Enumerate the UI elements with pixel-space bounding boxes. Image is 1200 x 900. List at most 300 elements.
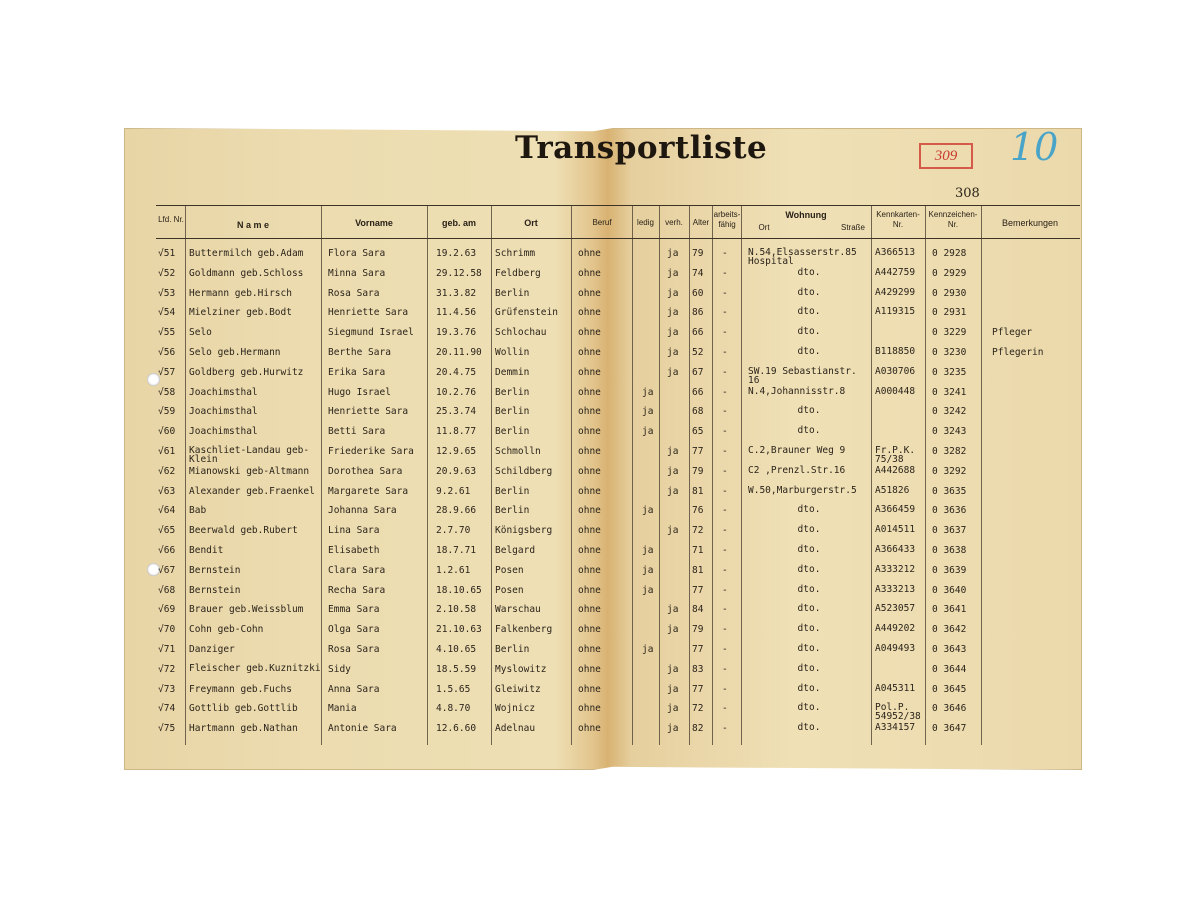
- cell-arbeitsfaehig: -: [722, 426, 728, 438]
- cell-arbeitsfaehig: -: [722, 525, 728, 537]
- cell-vorname: Flora Sara: [328, 248, 386, 259]
- cell-kennzeichen-nr: 0 3242: [932, 406, 967, 418]
- cell-name: Mielziner geb.Bodt: [189, 307, 292, 319]
- cell-beruf: ohne: [578, 485, 601, 497]
- cell-ort: Gleiwitz: [495, 683, 541, 695]
- cell-beruf: ohne: [578, 307, 601, 319]
- cell-verh: ja: [667, 663, 679, 675]
- row-number: √62: [158, 465, 176, 477]
- cell-vorname: Elisabeth: [328, 545, 380, 556]
- cell-geb-am: 1.2.61: [436, 564, 471, 576]
- cell-verh: ja: [667, 485, 679, 497]
- cell-verh: ja: [667, 327, 679, 339]
- cell-alter: 77: [692, 683, 704, 695]
- header-wohnung: Wohnung: [785, 210, 827, 220]
- cell-ort: Posen: [495, 564, 524, 576]
- cell-alter: 76: [692, 505, 704, 517]
- cell-verh: ja: [667, 267, 679, 279]
- cell-kennkarten-nr: Pol.P. 54952/38: [875, 702, 921, 723]
- cell-ledig: ja: [642, 545, 654, 556]
- cell-arbeitsfaehig: -: [722, 624, 728, 636]
- cell-vorname: Minna Sara: [328, 267, 386, 279]
- cell-verh: ja: [667, 683, 679, 695]
- cell-arbeitsfaehig: -: [722, 505, 728, 517]
- row-number: √72: [158, 663, 176, 675]
- cell-alter: 79: [692, 465, 704, 477]
- row-number: √74: [158, 703, 176, 715]
- cell-verh: ja: [667, 446, 679, 457]
- cell-kennzeichen-nr: 0 3235: [932, 366, 967, 378]
- cell-name: Bernstein: [189, 564, 241, 576]
- cell-name: Selo: [189, 327, 212, 339]
- cell-arbeitsfaehig: -: [722, 307, 728, 319]
- cell-arbeitsfaehig: -: [722, 703, 728, 715]
- cell-kennzeichen-nr: 0 3292: [932, 465, 967, 477]
- cell-kennkarten-nr: A333213: [875, 583, 916, 595]
- row-number: √52: [158, 267, 176, 279]
- cell-name: Alexander geb.Fraenkel: [189, 485, 315, 497]
- cell-kennzeichen-nr: 0 2930: [932, 287, 967, 299]
- cell-verh: ja: [667, 525, 679, 537]
- cell-ledig: ja: [642, 644, 654, 655]
- column-rule: [427, 205, 428, 745]
- cell-name: Cohn geb-Cohn: [189, 624, 264, 636]
- cell-ort: Berlin: [495, 287, 530, 299]
- cell-ort: Falkenberg: [495, 624, 553, 636]
- row-number: √55: [158, 327, 176, 339]
- cell-name: Joachimsthal: [189, 406, 258, 418]
- row-number: √63: [158, 485, 176, 497]
- cell-kennkarten-nr: A429299: [875, 286, 916, 298]
- cell-kennkarten-nr: A442688: [875, 464, 916, 476]
- cell-vorname: Olga Sara: [328, 624, 380, 636]
- cell-vorname: Hugo Israel: [328, 386, 391, 398]
- cell-beruf: ohne: [578, 426, 601, 438]
- cell-kennzeichen-nr: 0 3241: [932, 386, 967, 398]
- column-rule: [689, 205, 690, 745]
- header-beruf: Beruf: [592, 218, 612, 227]
- cell-kennzeichen-nr: 0 2928: [932, 248, 967, 259]
- cell-verh: ja: [667, 287, 679, 299]
- cell-kennzeichen-nr: 0 3641: [932, 604, 967, 616]
- cell-wohnung: dto.: [797, 266, 821, 278]
- cell-wohnung: dto.: [797, 326, 821, 338]
- cell-kennkarten-nr: A045311: [875, 682, 916, 694]
- cell-name: Brauer geb.Weissblum: [189, 604, 304, 616]
- row-number: √51: [158, 248, 176, 259]
- row-number: √58: [158, 386, 176, 398]
- header-ort: Ort: [524, 218, 538, 228]
- header-name: N a m e: [236, 220, 269, 230]
- cell-vorname: Lina Sara: [328, 525, 380, 537]
- cell-wohnung: dto.: [797, 306, 821, 318]
- cell-alter: 79: [692, 624, 704, 636]
- header-vorname: Vorname: [355, 218, 393, 228]
- cell-beruf: ohne: [578, 386, 601, 398]
- page-number: 308: [955, 186, 980, 201]
- cell-alter: 65: [692, 426, 704, 438]
- cell-bemerkungen: Pflegerin: [992, 347, 1044, 358]
- column-rule: [571, 205, 572, 745]
- cell-alter: 81: [692, 564, 704, 576]
- cell-vorname: Siegmund Israel: [328, 327, 414, 339]
- cell-wohnung: dto.: [797, 662, 821, 674]
- cell-vorname: Anna Sara: [328, 683, 380, 695]
- cell-wohnung: dto.: [797, 722, 821, 734]
- cell-wohnung: C.2,Brauner Weg 9: [748, 445, 846, 456]
- cell-geb-am: 28.9.66: [436, 505, 477, 517]
- cell-beruf: ohne: [578, 663, 601, 675]
- cell-verh: ja: [667, 347, 679, 358]
- cell-wohnung: dto.: [797, 702, 821, 714]
- cell-ort: Berlin: [495, 386, 530, 398]
- cell-arbeitsfaehig: -: [722, 327, 728, 339]
- cell-arbeitsfaehig: -: [722, 386, 728, 398]
- row-number: √68: [158, 584, 176, 596]
- cell-name: Bab: [189, 505, 207, 517]
- cell-vorname: Betti Sara: [328, 426, 386, 438]
- cell-arbeitsfaehig: -: [722, 248, 728, 259]
- cell-alter: 84: [692, 604, 704, 616]
- cell-kennzeichen-nr: 0 3644: [932, 663, 967, 675]
- row-number: √69: [158, 604, 176, 616]
- cell-ort: Wollin: [495, 347, 530, 358]
- cell-beruf: ohne: [578, 327, 601, 339]
- cell-geb-am: 31.3.82: [436, 287, 477, 299]
- cell-arbeitsfaehig: -: [722, 366, 728, 378]
- cell-name: Goldmann geb.Schloss: [189, 267, 304, 279]
- cell-beruf: ohne: [578, 465, 601, 477]
- cell-alter: 83: [692, 663, 704, 675]
- cell-wohnung: dto.: [797, 346, 821, 357]
- cell-alter: 86: [692, 307, 704, 319]
- cell-ort: Schildberg: [495, 465, 553, 477]
- row-number: √66: [158, 545, 176, 556]
- cell-ledig: ja: [642, 564, 654, 576]
- cell-ort: Grüfenstein: [495, 307, 558, 319]
- cell-vorname: Henriette Sara: [328, 307, 409, 319]
- cell-beruf: ohne: [578, 683, 601, 695]
- cell-wohnung: N.4,Johannisstr.8: [748, 385, 846, 397]
- cell-kennzeichen-nr: 0 2931: [932, 307, 967, 319]
- cell-geb-am: 12.9.65: [436, 446, 477, 457]
- cell-name: Bendit: [189, 545, 224, 556]
- cell-alter: 79: [692, 248, 704, 259]
- header-arbeitsfaehig: arbeits- fähig: [713, 210, 741, 229]
- cell-arbeitsfaehig: -: [722, 465, 728, 477]
- cell-ort: Wojnicz: [495, 703, 536, 715]
- cell-arbeitsfaehig: -: [722, 564, 728, 576]
- cell-wohnung: dto.: [797, 286, 821, 298]
- cell-wohnung: dto.: [797, 643, 821, 654]
- cell-wohnung: SW.19 Sebastianstr. 16: [748, 365, 857, 386]
- cell-ort: Warschau: [495, 604, 541, 616]
- cell-geb-am: 18.7.71: [436, 545, 477, 556]
- cell-kennzeichen-nr: 0 3282: [932, 446, 967, 457]
- cell-beruf: ohne: [578, 624, 601, 636]
- cell-geb-am: 20.4.75: [436, 366, 477, 378]
- cell-alter: 77: [692, 446, 704, 457]
- cell-arbeitsfaehig: -: [722, 347, 728, 358]
- cell-kennzeichen-nr: 0 3645: [932, 683, 967, 695]
- cell-geb-am: 9.2.61: [436, 485, 471, 497]
- cell-vorname: Rosa Sara: [328, 644, 380, 655]
- cell-vorname: Erika Sara: [328, 366, 386, 378]
- cell-vorname: Rosa Sara: [328, 287, 380, 299]
- cell-geb-am: 25.3.74: [436, 406, 477, 418]
- cell-verh: ja: [667, 604, 679, 616]
- column-rule: [491, 205, 492, 745]
- cell-vorname: Berthe Sara: [328, 347, 391, 358]
- cell-name: Freymann geb.Fuchs: [189, 683, 292, 695]
- row-number: √60: [158, 426, 176, 438]
- cell-name: Bernstein: [189, 584, 241, 596]
- cell-kennzeichen-nr: 0 3636: [932, 505, 967, 517]
- cell-wohnung: dto.: [797, 504, 821, 516]
- cell-geb-am: 2.7.70: [436, 525, 471, 537]
- cell-verh: ja: [667, 366, 679, 378]
- cell-vorname: Mania: [328, 703, 357, 715]
- cell-beruf: ohne: [578, 604, 601, 616]
- cell-kennkarten-nr: A366513: [875, 247, 916, 258]
- row-number: √53: [158, 287, 176, 299]
- header-wohnung-strasse: Straße: [840, 223, 865, 232]
- cell-vorname: Dorothea Sara: [328, 465, 403, 477]
- row-number: √67: [158, 564, 176, 576]
- cell-beruf: ohne: [578, 505, 601, 517]
- cell-name: Joachimsthal: [189, 386, 258, 398]
- row-number: √61: [158, 446, 176, 457]
- cell-ort: Demmin: [495, 366, 530, 378]
- cell-ledig: ja: [642, 584, 654, 596]
- cell-arbeitsfaehig: -: [722, 406, 728, 418]
- cell-wohnung: N.54,Elsasserstr.85 Hospital: [748, 247, 857, 267]
- cell-name: Fleischer geb.Kuznitzki: [189, 662, 321, 674]
- header-lfd-nr: Lfd. Nr.: [158, 215, 184, 224]
- cell-verh: ja: [667, 624, 679, 636]
- cell-kennzeichen-nr: 0 3638: [932, 545, 967, 556]
- cell-verh: ja: [667, 465, 679, 477]
- cell-arbeitsfaehig: -: [722, 485, 728, 497]
- row-number: √65: [158, 525, 176, 537]
- row-number: √70: [158, 624, 176, 636]
- cell-beruf: ohne: [578, 644, 601, 655]
- cell-kennzeichen-nr: 0 3646: [932, 703, 967, 715]
- cell-beruf: ohne: [578, 703, 601, 715]
- cell-alter: 77: [692, 644, 704, 655]
- cell-alter: 66: [692, 327, 704, 339]
- cell-kennzeichen-nr: 0 3639: [932, 564, 967, 576]
- cell-kennkarten-nr: A449202: [875, 623, 916, 635]
- cell-alter: 74: [692, 267, 704, 279]
- cell-ort: Adelnau: [495, 723, 536, 735]
- cell-vorname: Recha Sara: [328, 584, 386, 596]
- header-bemerkungen: Bemerkungen: [1001, 218, 1059, 228]
- header-verh: verh.: [665, 218, 683, 227]
- cell-geb-am: 19.3.76: [436, 327, 477, 339]
- cell-arbeitsfaehig: -: [722, 723, 728, 735]
- column-rule: [321, 205, 322, 745]
- cell-beruf: ohne: [578, 267, 601, 279]
- cell-geb-am: 18.10.65: [436, 584, 482, 596]
- cell-alter: 66: [692, 386, 704, 398]
- row-number: √75: [158, 723, 176, 735]
- red-stamp-number: 309: [919, 143, 973, 169]
- cell-ort: Berlin: [495, 644, 530, 655]
- cell-vorname: Friederike Sara: [328, 446, 414, 457]
- cell-kennzeichen-nr: 0 3647: [932, 723, 967, 735]
- cell-ledig: ja: [642, 505, 654, 517]
- cell-vorname: Clara Sara: [328, 564, 386, 576]
- cell-arbeitsfaehig: -: [722, 644, 728, 655]
- table-top-rule: [156, 205, 1080, 206]
- cell-geb-am: 11.8.77: [436, 426, 477, 438]
- cell-kennkarten-nr: A014511: [875, 524, 916, 536]
- cell-ort: Myslowitz: [495, 663, 547, 675]
- cell-kennkarten-nr: A049493: [875, 643, 916, 654]
- cell-wohnung: dto.: [797, 405, 821, 417]
- cell-kennkarten-nr: B118850: [875, 346, 916, 357]
- cell-name: Beerwald geb.Rubert: [189, 525, 298, 537]
- cell-beruf: ohne: [578, 723, 601, 735]
- header-ledig: ledig: [637, 218, 654, 227]
- cell-kennkarten-nr: A334157: [875, 722, 916, 734]
- cell-arbeitsfaehig: -: [722, 584, 728, 596]
- cell-ledig: ja: [642, 426, 654, 438]
- cell-ort: Schlochau: [495, 327, 547, 339]
- column-rule: [925, 205, 926, 745]
- cell-arbeitsfaehig: -: [722, 545, 728, 556]
- cell-vorname: Margarete Sara: [328, 485, 409, 497]
- row-number: √59: [158, 406, 176, 418]
- cell-geb-am: 1.5.65: [436, 683, 471, 695]
- cell-alter: 82: [692, 723, 704, 735]
- cell-kennkarten-nr: A030706: [875, 365, 916, 377]
- cell-ort: Berlin: [495, 406, 530, 418]
- cell-beruf: ohne: [578, 406, 601, 418]
- cell-kennzeichen-nr: 0 3640: [932, 584, 967, 596]
- cell-ort: Feldberg: [495, 267, 541, 279]
- cell-ledig: ja: [642, 406, 654, 418]
- cell-alter: 81: [692, 485, 704, 497]
- column-rule: [632, 205, 633, 745]
- cell-geb-am: 11.4.56: [436, 307, 477, 319]
- cell-geb-am: 20.9.63: [436, 465, 477, 477]
- cell-beruf: ohne: [578, 287, 601, 299]
- cell-kennzeichen-nr: 0 2929: [932, 267, 967, 279]
- row-number: √71: [158, 644, 176, 655]
- cell-arbeitsfaehig: -: [722, 683, 728, 695]
- cell-geb-am: 4.8.70: [436, 703, 471, 715]
- cell-wohnung: W.50,Marburgerstr.5: [748, 484, 857, 496]
- cell-geb-am: 12.6.60: [436, 723, 477, 735]
- cell-wohnung: dto.: [797, 425, 821, 437]
- cell-beruf: ohne: [578, 584, 601, 596]
- cell-alter: 67: [692, 366, 704, 378]
- cell-arbeitsfaehig: -: [722, 287, 728, 299]
- cell-name: Selo geb.Hermann: [189, 347, 281, 358]
- cell-name: Joachimsthal: [189, 426, 258, 438]
- row-number: √57: [158, 366, 176, 378]
- cell-name: Danziger: [189, 644, 235, 655]
- cell-kennkarten-nr: A000448: [875, 385, 916, 397]
- cell-name: Buttermilch geb.Adam: [189, 248, 304, 259]
- cell-wohnung: dto.: [797, 563, 821, 575]
- cell-beruf: ohne: [578, 366, 601, 378]
- cell-beruf: ohne: [578, 347, 601, 358]
- column-rule: [981, 205, 982, 745]
- cell-beruf: ohne: [578, 564, 601, 576]
- cell-ledig: ja: [642, 386, 654, 398]
- cell-kennkarten-nr: A523057: [875, 603, 916, 615]
- cell-alter: 60: [692, 287, 704, 299]
- cell-geb-am: 19.2.63: [436, 248, 477, 259]
- column-rule: [871, 205, 872, 745]
- cell-ort: Königsberg: [495, 525, 553, 537]
- cell-beruf: ohne: [578, 525, 601, 537]
- cell-kennzeichen-nr: 0 3643: [932, 644, 967, 655]
- cell-kennzeichen-nr: 0 3637: [932, 525, 967, 537]
- cell-kennkarten-nr: A119315: [875, 306, 916, 318]
- cell-wohnung: dto.: [797, 623, 821, 635]
- cell-geb-am: 2.10.58: [436, 604, 477, 616]
- cell-verh: ja: [667, 723, 679, 735]
- cell-alter: 71: [692, 545, 704, 556]
- cell-kennzeichen-nr: 0 3635: [932, 485, 967, 497]
- cell-name: Mianowski geb-Altmann: [189, 465, 310, 477]
- cell-arbeitsfaehig: -: [722, 267, 728, 279]
- cell-ort: Berlin: [495, 426, 530, 438]
- cell-name: Hartmann geb.Nathan: [189, 723, 298, 735]
- cell-vorname: Johanna Sara: [328, 505, 397, 517]
- header-kennzeichen-nr: Kennzeichen- Nr.: [928, 210, 978, 229]
- cell-vorname: Emma Sara: [328, 604, 380, 616]
- cell-kennkarten-nr: A333212: [875, 563, 916, 575]
- cell-name: Hermann geb.Hirsch: [189, 287, 292, 299]
- header-wohnung-ort: Ort: [758, 223, 770, 232]
- table-header-rule: [156, 238, 1080, 239]
- cell-ort: Schrimm: [495, 248, 536, 259]
- cell-verh: ja: [667, 703, 679, 715]
- column-rule: [712, 205, 713, 745]
- column-rule: [185, 205, 186, 745]
- header-geb-am: geb. am: [441, 218, 476, 228]
- cell-wohnung: dto.: [797, 682, 821, 694]
- cell-alter: 52: [692, 347, 704, 358]
- header-kennkarten-nr: Kennkarten- Nr.: [876, 210, 920, 229]
- page-title: Transportliste: [515, 130, 768, 166]
- cell-beruf: ohne: [578, 446, 601, 457]
- cell-name: Goldberg geb.Hurwitz: [189, 366, 304, 378]
- column-rule: [659, 205, 660, 745]
- cell-bemerkungen: Pfleger: [992, 327, 1033, 339]
- cell-kennkarten-nr: A51826: [875, 484, 910, 496]
- cell-alter: 72: [692, 525, 704, 537]
- cell-geb-am: 29.12.58: [436, 267, 482, 279]
- cell-kennkarten-nr: A366433: [875, 544, 916, 555]
- cell-geb-am: 21.10.63: [436, 624, 482, 636]
- cell-wohnung: dto.: [797, 603, 821, 615]
- row-number: √54: [158, 307, 176, 319]
- cell-alter: 77: [692, 584, 704, 596]
- cell-ort: Belgard: [495, 545, 536, 556]
- row-number: √64: [158, 505, 176, 517]
- cell-wohnung: C2 ,Prenzl.Str.16: [748, 464, 846, 476]
- cell-wohnung: dto.: [797, 583, 821, 595]
- column-rule: [741, 205, 742, 745]
- cell-verh: ja: [667, 248, 679, 259]
- cell-arbeitsfaehig: -: [722, 446, 728, 457]
